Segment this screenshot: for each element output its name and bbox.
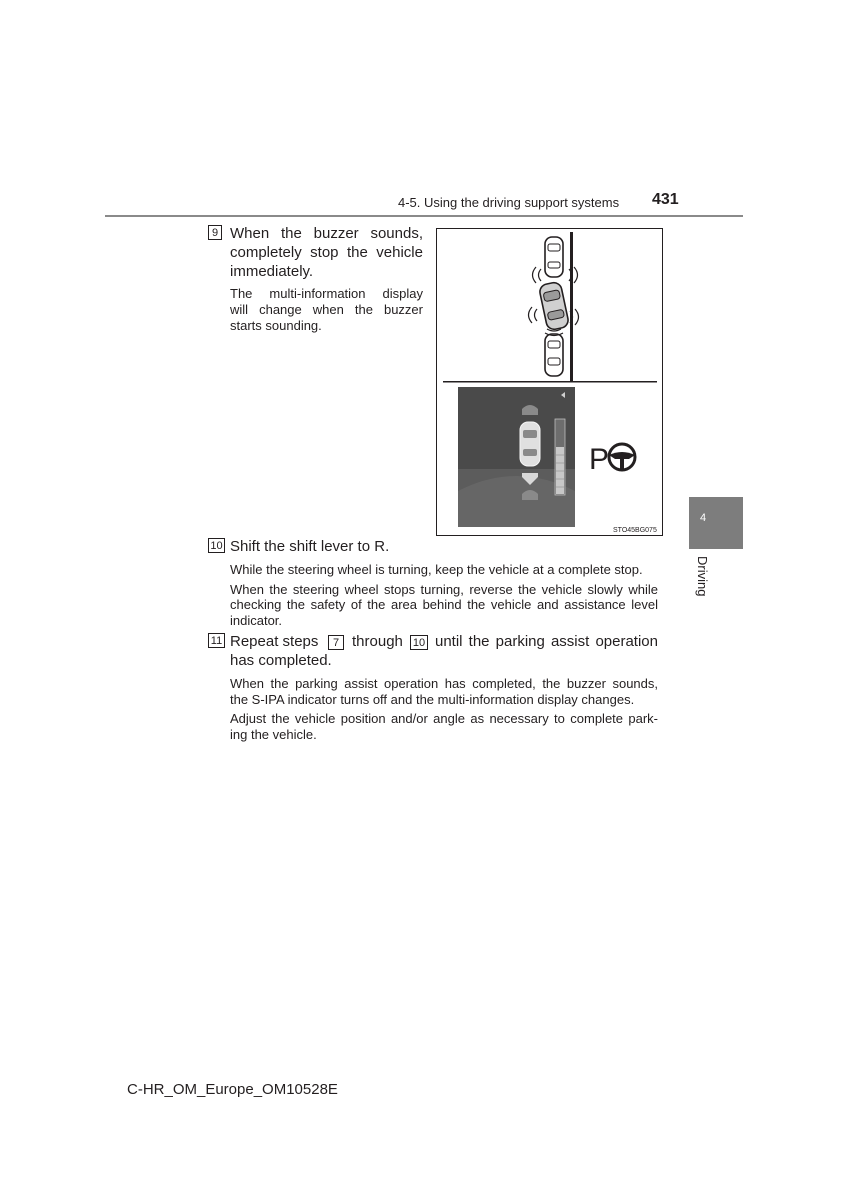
- step-9-body-line-1: The multi-information display: [230, 286, 423, 301]
- step-11-title-repeat: Repeat steps: [230, 633, 319, 650]
- step-10-body-p2-line-3: indicator.: [230, 613, 283, 628]
- chapter-tab: [689, 497, 743, 549]
- own-car-icon: [538, 281, 569, 331]
- front-parked-car-icon: [545, 237, 563, 277]
- parking-illustration: [436, 228, 663, 536]
- step-9-title-line-3: immediately.: [230, 263, 314, 280]
- parking-indicator-label: P: [589, 443, 610, 476]
- assistance-level-indicator: [555, 419, 565, 495]
- step-11-ref-10: 10: [410, 635, 428, 650]
- figure-divider: [443, 381, 657, 383]
- step-9-title-line-1: When the buzzer sounds,: [230, 225, 423, 242]
- step-11-title-through: through: [352, 633, 403, 650]
- step-11-title-line-2: has completed.: [230, 652, 332, 669]
- document-id: C-HR_OM_Europe_OM10528E: [127, 1081, 338, 1098]
- multi-information-display: [458, 387, 575, 527]
- step-11-ref-7: 7: [328, 635, 344, 650]
- step-9-number: 9: [208, 225, 222, 240]
- chapter-label: Driving: [695, 556, 710, 597]
- step-11-number: 11: [208, 633, 225, 648]
- step-10-body-p2-line-1: When the steering wheel stops turning, reverse the vehicle slowly while: [230, 582, 658, 597]
- step-9-body-line-3: starts sounding.: [230, 318, 322, 333]
- step-9-body-line-2: will change when the buzzer: [230, 302, 423, 317]
- step-11-title-until: until the parking assist operation: [435, 633, 658, 650]
- step-11-body-p2-line-1: Adjust the vehicle position and/or angle as necessary to complete park-: [230, 711, 658, 726]
- page-number: 431: [652, 191, 679, 208]
- section-title: 4-5. Using the driving support systems: [398, 195, 620, 210]
- parking-diagram-svg: [437, 229, 662, 535]
- display-car-icon: [520, 422, 540, 466]
- step-9-title-line-2: completely stop the vehicle: [230, 244, 423, 261]
- rear-parked-car-icon: [545, 334, 563, 376]
- step-10-body-p2-line-2: checking the safety of the area behind the vehicle and assistance level: [230, 597, 658, 612]
- step-10-body-p1: While the steering wheel is turning, keep the vehicle at a complete stop.: [230, 562, 643, 577]
- figure-code: STO45BG075: [613, 527, 657, 534]
- curb-line: [570, 232, 573, 381]
- steering-wheel-icon: [609, 444, 635, 470]
- step-11-body-p1-line-2: the S-IPA indicator turns off and the multi-information display changes.: [230, 692, 635, 707]
- step-11-body-p2-line-2: ing the vehicle.: [230, 727, 317, 742]
- step-11-body-p1-line-1: When the parking assist operation has completed, the buzzer sounds,: [230, 676, 658, 691]
- header-rule: [105, 215, 743, 217]
- step-10-title: Shift the shift lever to R.: [230, 538, 390, 555]
- step-10-number: 10: [208, 538, 225, 553]
- chapter-number: 4: [700, 512, 707, 524]
